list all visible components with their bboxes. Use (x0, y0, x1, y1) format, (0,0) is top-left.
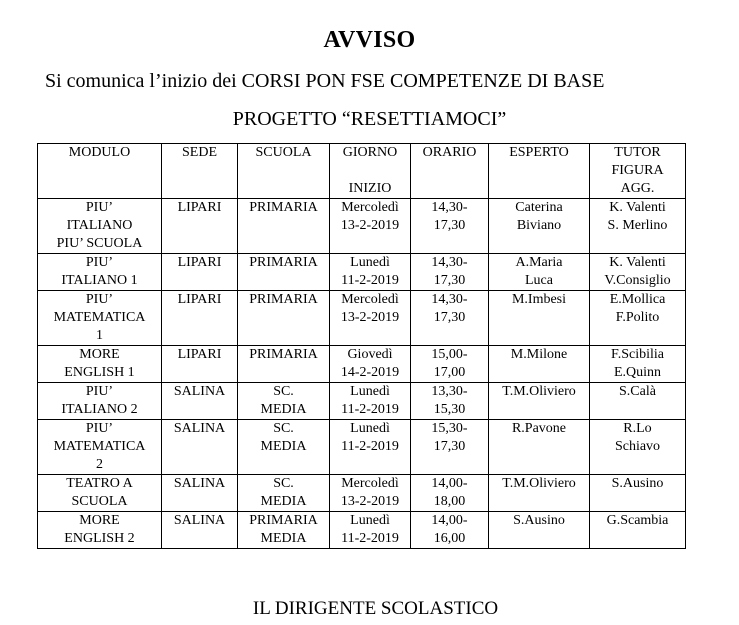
cell-modulo: TEATRO A SCUOLA (38, 475, 162, 512)
cell-giorno: Lunedì 11-2-2019 (330, 383, 411, 420)
header-modulo: MODULO (38, 144, 162, 199)
header-sede: SEDE (162, 144, 238, 199)
table-row (38, 475, 686, 512)
cell-esperto: T.M.Oliviero (489, 475, 590, 512)
cell-orario: 14,30- 17,30 (411, 291, 489, 346)
table-row (38, 199, 686, 254)
header-orario: ORARIO (411, 144, 489, 199)
courses-table (37, 143, 686, 549)
cell-esperto: Caterina Biviano (489, 199, 590, 254)
cell-sede: LIPARI (162, 254, 238, 291)
table-header-row (38, 144, 686, 199)
cell-giorno: Mercoledì 13-2-2019 (330, 475, 411, 512)
cell-scuola: SC. MEDIA (238, 383, 330, 420)
cell-orario: 15,30- 17,30 (411, 420, 489, 475)
cell-sede: SALINA (162, 475, 238, 512)
cell-tutor: S.Calà (590, 383, 686, 420)
table-row (38, 383, 686, 420)
cell-scuola: PRIMARIA (238, 254, 330, 291)
cell-giorno: Lunedì 11-2-2019 (330, 254, 411, 291)
cell-tutor: K. Valenti S. Merlino (590, 199, 686, 254)
cell-sede: SALINA (162, 420, 238, 475)
cell-tutor: R.Lo Schiavo (590, 420, 686, 475)
table-row (38, 512, 686, 549)
cell-sede: LIPARI (162, 291, 238, 346)
table-row (38, 420, 686, 475)
table-row (38, 346, 686, 383)
cell-orario: 14,30- 17,30 (411, 254, 489, 291)
cell-modulo: PIU’ MATEMATICA 1 (38, 291, 162, 346)
cell-modulo: PIU’ ITALIANO 2 (38, 383, 162, 420)
header-esperto: ESPERTO (489, 144, 590, 199)
cell-sede: SALINA (162, 383, 238, 420)
cell-giorno: Mercoledì 13-2-2019 (330, 291, 411, 346)
cell-tutor: K. Valenti V.Consiglio (590, 254, 686, 291)
cell-orario: 14,00- 16,00 (411, 512, 489, 549)
cell-orario: 14,00- 18,00 (411, 475, 489, 512)
intro-text: Si comunica l’inizio dei CORSI PON FSE COMPETENZE DI BASE (45, 70, 605, 92)
cell-modulo: PIU’ ITALIANO 1 (38, 254, 162, 291)
cell-giorno: Mercoledì 13-2-2019 (330, 199, 411, 254)
cell-modulo: MORE ENGLISH 2 (38, 512, 162, 549)
cell-giorno: Lunedì 11-2-2019 (330, 512, 411, 549)
notice-title: AVVISO (323, 27, 416, 53)
cell-tutor: G.Scambia (590, 512, 686, 549)
cell-esperto: A.Maria Luca (489, 254, 590, 291)
cell-giorno: Giovedì 14-2-2019 (330, 346, 411, 383)
table-row (38, 291, 686, 346)
table-row (38, 254, 686, 291)
cell-tutor: S.Ausino (590, 475, 686, 512)
project-name: PROGETTO “RESETTIAMOCI” (232, 108, 507, 130)
cell-esperto: M.Imbesi (489, 291, 590, 346)
cell-modulo: PIU’ MATEMATICA 2 (38, 420, 162, 475)
header-tutor: TUTOR FIGURA AGG. (590, 144, 686, 199)
header-giorno: GIORNO INIZIO (330, 144, 411, 199)
cell-scuola: PRIMARIA (238, 346, 330, 383)
cell-esperto: M.Milone (489, 346, 590, 383)
cell-sede: SALINA (162, 512, 238, 549)
cell-scuola: PRIMARIA (238, 199, 330, 254)
cell-scuola: SC. MEDIA (238, 475, 330, 512)
cell-tutor: F.Scibilia E.Quinn (590, 346, 686, 383)
cell-scuola: SC. MEDIA (238, 420, 330, 475)
signature-line: IL DIRIGENTE SCOLASTICO (252, 598, 499, 619)
header-scuola: SCUOLA (238, 144, 330, 199)
cell-sede: LIPARI (162, 346, 238, 383)
cell-esperto: T.M.Oliviero (489, 383, 590, 420)
cell-esperto: R.Pavone (489, 420, 590, 475)
cell-scuola: PRIMARIA MEDIA (238, 512, 330, 549)
cell-orario: 13,30- 15,30 (411, 383, 489, 420)
cell-giorno: Lunedì 11-2-2019 (330, 420, 411, 475)
cell-modulo: PIU’ ITALIANO PIU’ SCUOLA (38, 199, 162, 254)
cell-modulo: MORE ENGLISH 1 (38, 346, 162, 383)
cell-tutor: E.Mollica F.Polito (590, 291, 686, 346)
cell-orario: 14,30- 17,30 (411, 199, 489, 254)
cell-scuola: PRIMARIA (238, 291, 330, 346)
cell-esperto: S.Ausino (489, 512, 590, 549)
cell-orario: 15,00- 17,00 (411, 346, 489, 383)
cell-sede: LIPARI (162, 199, 238, 254)
header-inizio: INIZIO (348, 181, 392, 196)
